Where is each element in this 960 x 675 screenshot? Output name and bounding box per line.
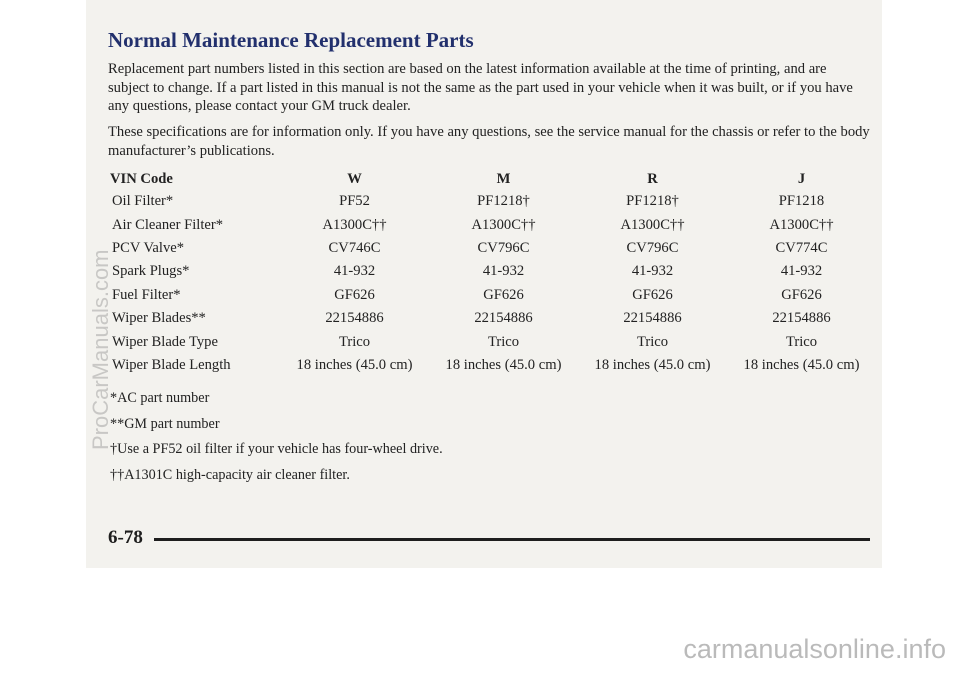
table-row xyxy=(106,307,876,330)
header-vin-j: J xyxy=(797,170,806,187)
footnote-ac-part: *AC part number xyxy=(110,390,210,406)
cell-value: A1300C†† xyxy=(471,216,536,233)
row-label: Wiper Blades** xyxy=(112,310,206,327)
table-row xyxy=(106,190,876,213)
row-label: Wiper Blade Type xyxy=(112,333,218,350)
cell-value: Trico xyxy=(636,333,669,350)
cell-value: PF52 xyxy=(339,193,370,210)
cell-value: PF1218† xyxy=(626,193,679,210)
header-vin-code: VIN Code xyxy=(110,170,173,187)
cell-value: CV796C xyxy=(477,239,530,256)
table-row xyxy=(106,284,876,307)
cell-value: CV796C xyxy=(626,239,679,256)
intro-paragraph: Replacement part numbers listed in this section are based on the latest information available at the time of printing, and are subject to change. If a part listed in this manual is not the same as the part used in your vehicle when it was built, or if you have any questions, please contact your GM truck dealer. xyxy=(108,61,853,114)
row-label: Spark Plugs* xyxy=(112,263,190,280)
row-label: Fuel Filter* xyxy=(112,286,181,303)
cell-value: Trico xyxy=(785,333,818,350)
cell-value: 41-932 xyxy=(631,263,674,280)
bottom-watermark: carmanualsonline.info xyxy=(683,634,946,664)
cell-value: 22154886 xyxy=(772,310,831,327)
cell-value: A1300C†† xyxy=(322,216,387,233)
footnotes xyxy=(110,386,443,488)
cell-value: 18 inches (45.0 cm) xyxy=(445,356,562,373)
footnote-air-filter: ††A1301C high-capacity air cleaner filter. xyxy=(110,466,350,483)
row-label: Air Cleaner Filter* xyxy=(112,216,224,233)
cell-value: A1300C†† xyxy=(769,216,834,233)
footnote-oil-filter: †Use a PF52 oil filter if your vehicle has four-wheel drive. xyxy=(110,441,443,457)
row-label: PCV Valve* xyxy=(112,239,185,256)
header-vin-w: W xyxy=(347,170,362,187)
cell-value: 41-932 xyxy=(333,263,376,280)
header-vin-r: R xyxy=(647,170,658,187)
side-watermark: ProCarManuals.com xyxy=(88,249,113,450)
cell-value: A1300C†† xyxy=(620,216,685,233)
cell-value: GF626 xyxy=(334,286,375,303)
parts-table xyxy=(106,168,876,377)
table-row xyxy=(106,330,876,353)
cell-value: 41-932 xyxy=(780,263,823,280)
row-label: Oil Filter* xyxy=(112,193,174,210)
table-row xyxy=(106,213,876,236)
page-title: Normal Maintenance Replacement Parts xyxy=(108,28,474,52)
cell-value: 18 inches (45.0 cm) xyxy=(743,356,860,373)
table-row xyxy=(106,260,876,283)
footer-divider xyxy=(154,538,870,541)
header-vin-m: M xyxy=(496,170,511,187)
cell-value: 22154886 xyxy=(325,310,384,327)
table-row xyxy=(106,354,876,377)
table-header-row xyxy=(106,168,876,190)
page-number: 6-78 xyxy=(108,527,143,548)
cell-value: 22154886 xyxy=(623,310,682,327)
cell-value: Trico xyxy=(487,333,520,350)
cell-value: PF1218 xyxy=(778,193,825,210)
cell-value: 18 inches (45.0 cm) xyxy=(296,356,413,373)
row-label: Wiper Blade Length xyxy=(112,356,231,373)
cell-value: 41-932 xyxy=(482,263,525,280)
cell-value: Trico xyxy=(338,333,371,350)
specs-note-paragraph: These specifications are for information only. If you have any questions, see the service manual for the chassis or refer to the body manufacturer’s publications. xyxy=(108,124,870,159)
cell-value: CV774C xyxy=(775,239,828,256)
table-row xyxy=(106,237,876,260)
cell-value: 18 inches (45.0 cm) xyxy=(594,356,711,373)
cell-value: CV746C xyxy=(328,239,381,256)
cell-value: 22154886 xyxy=(474,310,533,327)
cell-value: PF1218† xyxy=(477,193,530,210)
cell-value: GF626 xyxy=(781,286,822,303)
cell-value: GF626 xyxy=(483,286,524,303)
cell-value: GF626 xyxy=(632,286,673,303)
footnote-gm-part: **GM part number xyxy=(110,415,220,432)
